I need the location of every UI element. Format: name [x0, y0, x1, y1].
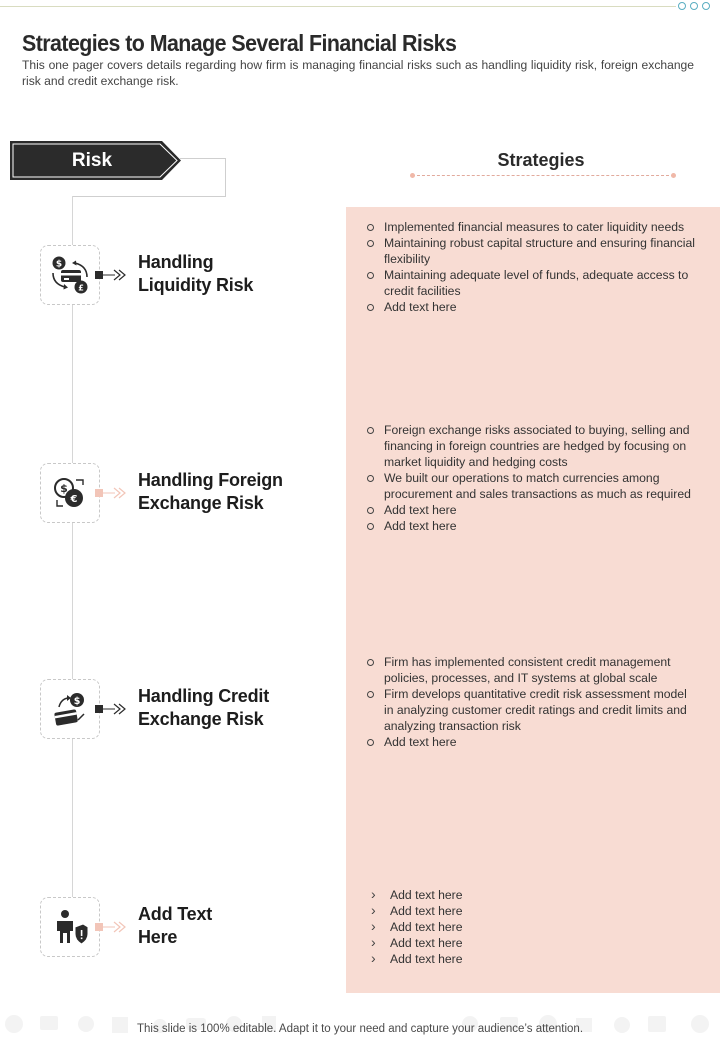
arrow-pointer-icon [95, 269, 127, 281]
timeline-line [72, 196, 73, 956]
credit-card-dollar-icon [48, 687, 92, 731]
arrow-pointer-icon [95, 921, 127, 933]
strategy-item: Firm has implemented consistent credit management policies, processes, and IT systems at global scale [366, 654, 696, 686]
strategy-item: Maintaining robust capital structure and ensuring financial flexibility [366, 235, 696, 267]
risk-title-line: Liquidity Risk [138, 275, 254, 295]
strategies-divider [412, 175, 674, 176]
risk-title-line: Here [138, 927, 178, 947]
strategy-list-add-text [366, 887, 696, 967]
risk-title [138, 251, 253, 297]
risk-header-label: Risk [71, 150, 113, 171]
risk-item-foreign-exchange [40, 463, 340, 523]
strategy-item: › Add text here [366, 887, 696, 903]
strategy-item: › Add text here [366, 951, 696, 967]
risk-title-line: Handling [138, 252, 214, 272]
icon-frame [40, 463, 100, 523]
arrow-pointer-icon [95, 703, 127, 715]
risk-title-line: Exchange Risk [138, 493, 264, 513]
risk-title-line: Exchange Risk [138, 709, 264, 729]
connector-line [72, 196, 226, 197]
svg-text:$: $ [60, 482, 68, 495]
strategy-item: Firm develops quantitative credit risk assessment model in analyzing customer credit ratings and credit limits and analyzing transaction risk [366, 686, 696, 734]
connector-line [180, 158, 225, 159]
svg-text:€: € [70, 494, 78, 505]
svg-text:$: $ [55, 259, 63, 270]
page-title: Strategies to Manage Several Financial Risks [22, 30, 457, 56]
risk-title-line: Handling Foreign [138, 470, 283, 490]
risk-title [138, 903, 212, 949]
svg-text:$: $ [73, 696, 81, 707]
strategy-item: Foreign exchange risks associated to buying, selling and financing in foreign countries are hedged by focusing on market liquidity and hedging costs [366, 422, 696, 470]
risk-title [138, 469, 283, 515]
risk-title [138, 685, 269, 731]
icon-frame [40, 679, 100, 739]
strategy-item: Add text here [366, 518, 696, 534]
strategies-panel [346, 207, 720, 993]
icon-frame [40, 897, 100, 957]
strategy-list-foreign-exchange [366, 422, 696, 534]
strategy-item: Implemented financial measures to cater liquidity needs [366, 219, 696, 235]
svg-text:£: £ [78, 283, 84, 293]
strategy-item: Add text here [366, 502, 696, 518]
arrow-pointer-icon [95, 487, 127, 499]
strategies-header: Strategies [497, 150, 585, 170]
strategy-item: › Add text here [366, 919, 696, 935]
strategy-item: › Add text here [366, 935, 696, 951]
risk-item-credit-exchange [40, 679, 340, 739]
risk-title-line: Add Text [138, 904, 213, 924]
strategy-item: We built our operations to match currencies among procurement and sales transactions as much as required [366, 470, 696, 502]
page-subtitle: This one pager covers details regarding how firm is managing financial risks such as handling liquidity risk, foreign exchange risk and credit exchange risk. [22, 58, 694, 88]
decorative-dots [678, 2, 710, 10]
risk-item-liquidity [40, 245, 340, 305]
strategy-item: › Add text here [366, 903, 696, 919]
icon-frame [40, 245, 100, 305]
strategy-list-credit-exchange [366, 654, 696, 750]
strategy-item: Maintaining adequate level of funds, adequate access to credit facilities [366, 267, 696, 299]
currency-exchange-icon [48, 253, 92, 297]
risk-title-line: Handling Credit [138, 686, 269, 706]
dollar-euro-coins-icon [48, 471, 92, 515]
strategy-item: Add text here [366, 734, 696, 750]
footer-note: This slide is 100% editable. Adapt it to your need and capture your audience’s attention. [136, 1023, 584, 1035]
connector-line [225, 158, 226, 196]
top-rule [0, 6, 676, 7]
risk-header-banner [10, 141, 182, 180]
person-shield-icon [48, 905, 92, 949]
strategy-item: Add text here [366, 299, 696, 315]
strategy-list-liquidity [366, 219, 696, 315]
risk-item-add-text [40, 897, 340, 957]
